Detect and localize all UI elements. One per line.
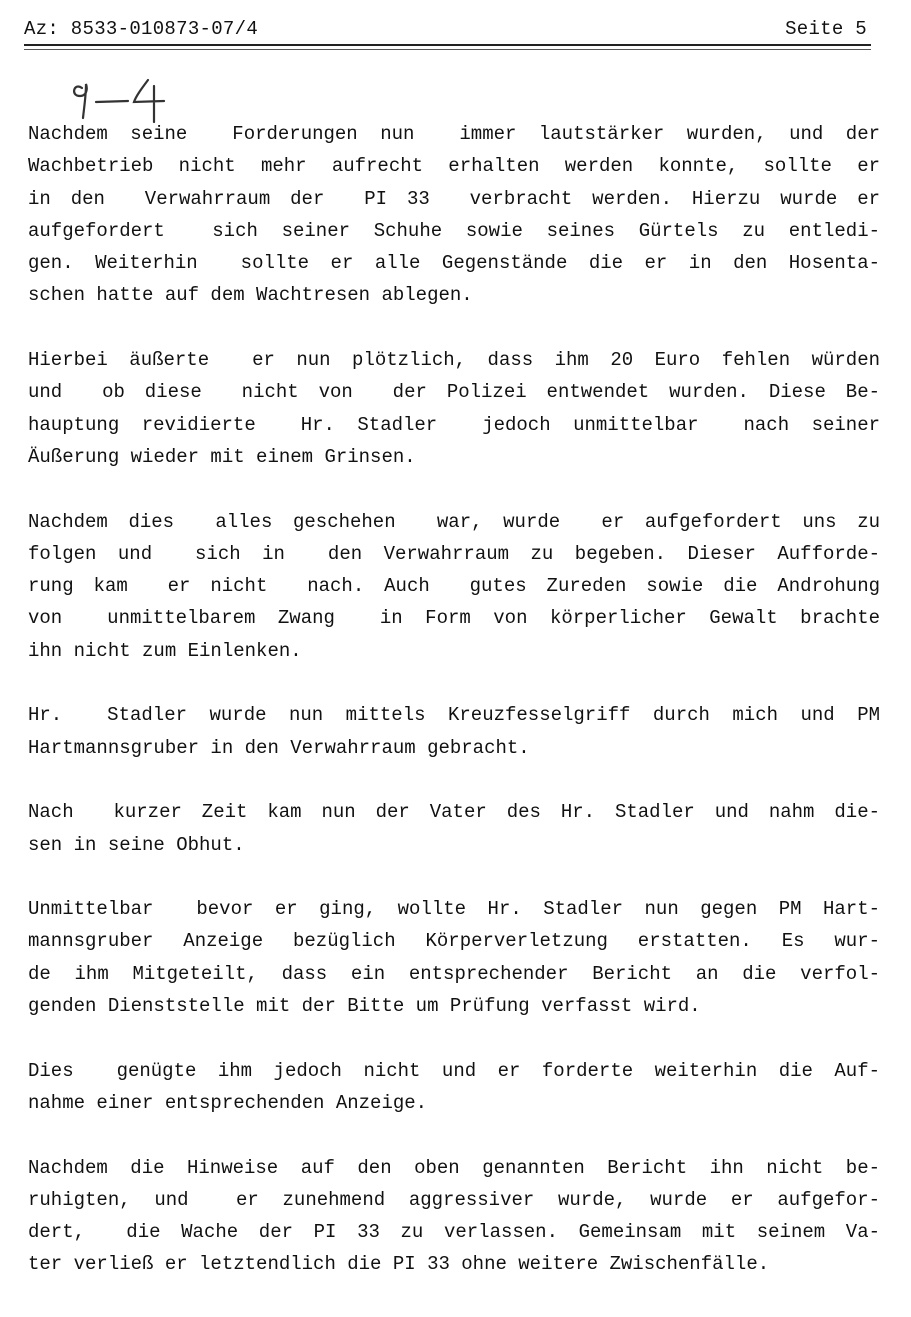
paragraph bbox=[28, 1152, 880, 1281]
text-line: mannsgruber Anzeige bezüglich Körperverletzung erstatten. Es wur- bbox=[28, 930, 880, 953]
text-line: ihn nicht zum Einlenken. bbox=[28, 639, 302, 662]
text-line: und ob diese nicht von der Polizei entwendet wurden. Diese Be- bbox=[28, 381, 880, 404]
document-body bbox=[28, 118, 880, 1313]
text-line: rung kam er nicht nach. Auch gutes Zureden sowie die Androhung bbox=[28, 575, 880, 598]
paragraph bbox=[28, 699, 880, 764]
paragraph bbox=[28, 796, 880, 861]
text-line: Nachdem die Hinweise auf den oben genannten Bericht ihn nicht be- bbox=[28, 1156, 880, 1179]
text-line: de ihm Mitgeteilt, dass ein entsprechender Bericht an die verfol- bbox=[28, 962, 880, 985]
text-line: sen in seine Obhut. bbox=[28, 833, 245, 856]
paragraph bbox=[28, 344, 880, 473]
text-line: in den Verwahrraum der PI 33 verbracht werden. Hierzu wurde er bbox=[28, 187, 880, 210]
paragraph bbox=[28, 893, 880, 1022]
text-line: Äußerung wieder mit einem Grinsen. bbox=[28, 445, 416, 468]
text-line: Nachdem dies alles geschehen war, wurde er aufgefordert uns zu bbox=[28, 510, 880, 533]
text-line: ter verließ er letztendlich die PI 33 ohne weitere Zwischenfälle. bbox=[28, 1253, 770, 1276]
text-line: aufgefordert sich seiner Schuhe sowie seines Gürtels zu entledi- bbox=[28, 219, 880, 242]
text-line: Nachdem seine Forderungen nun immer lautstärker wurden, und der bbox=[28, 123, 880, 145]
header-rule-thick bbox=[24, 44, 871, 46]
paragraph bbox=[28, 506, 880, 667]
text-line: Unmittelbar bevor er ging, wollte Hr. Stadler nun gegen PM Hart- bbox=[28, 898, 880, 921]
text-line: Wachbetrieb nicht mehr aufrecht erhalten werden konnte, sollte er bbox=[28, 155, 880, 178]
text-line: schen hatte auf dem Wachtresen ablegen. bbox=[28, 284, 473, 307]
text-line: folgen und sich in den Verwahrraum zu begeben. Dieser Aufforde- bbox=[28, 542, 880, 565]
text-line: von unmittelbarem Zwang in Form von körperlicher Gewalt brachte bbox=[28, 607, 880, 630]
header-rule-thin bbox=[24, 49, 871, 50]
text-line: Hierbei äußerte er nun plötzlich, dass ihm 20 Euro fehlen würden bbox=[28, 349, 880, 372]
text-line: ruhigten, und er zunehmend aggressiver wurde, wurde er aufgefor- bbox=[28, 1188, 880, 1211]
text-line: Hr. Stadler wurde nun mittels Kreuzfesselgriff durch mich und PM bbox=[28, 704, 880, 727]
page-number: Seite 5 bbox=[785, 18, 867, 40]
paragraph bbox=[28, 118, 880, 312]
page-header bbox=[24, 14, 867, 40]
text-line: nahme einer entsprechenden Anzeige. bbox=[28, 1091, 428, 1114]
text-line: dert, die Wache der PI 33 zu verlassen. Gemeinsam mit seinem Va- bbox=[28, 1221, 880, 1244]
text-line: hauptung revidierte Hr. Stadler jedoch unmittelbar nach seiner bbox=[28, 413, 880, 436]
text-line: genden Dienststelle mit der Bitte um Prüfung verfasst wird. bbox=[28, 995, 701, 1018]
paragraph bbox=[28, 1055, 880, 1120]
reference-number: Az: 8533-010873-07/4 bbox=[24, 18, 259, 40]
text-line: Nach kurzer Zeit kam nun der Vater des Hr. Stadler und nahm die- bbox=[28, 801, 880, 824]
text-line: gen. Weiterhin sollte er alle Gegenstände die er in den Hosenta- bbox=[28, 252, 880, 275]
text-line: Hartmannsgruber in den Verwahrraum gebracht. bbox=[28, 736, 530, 759]
text-line: Dies genügte ihm jedoch nicht und er forderte weiterhin die Auf- bbox=[28, 1059, 880, 1082]
